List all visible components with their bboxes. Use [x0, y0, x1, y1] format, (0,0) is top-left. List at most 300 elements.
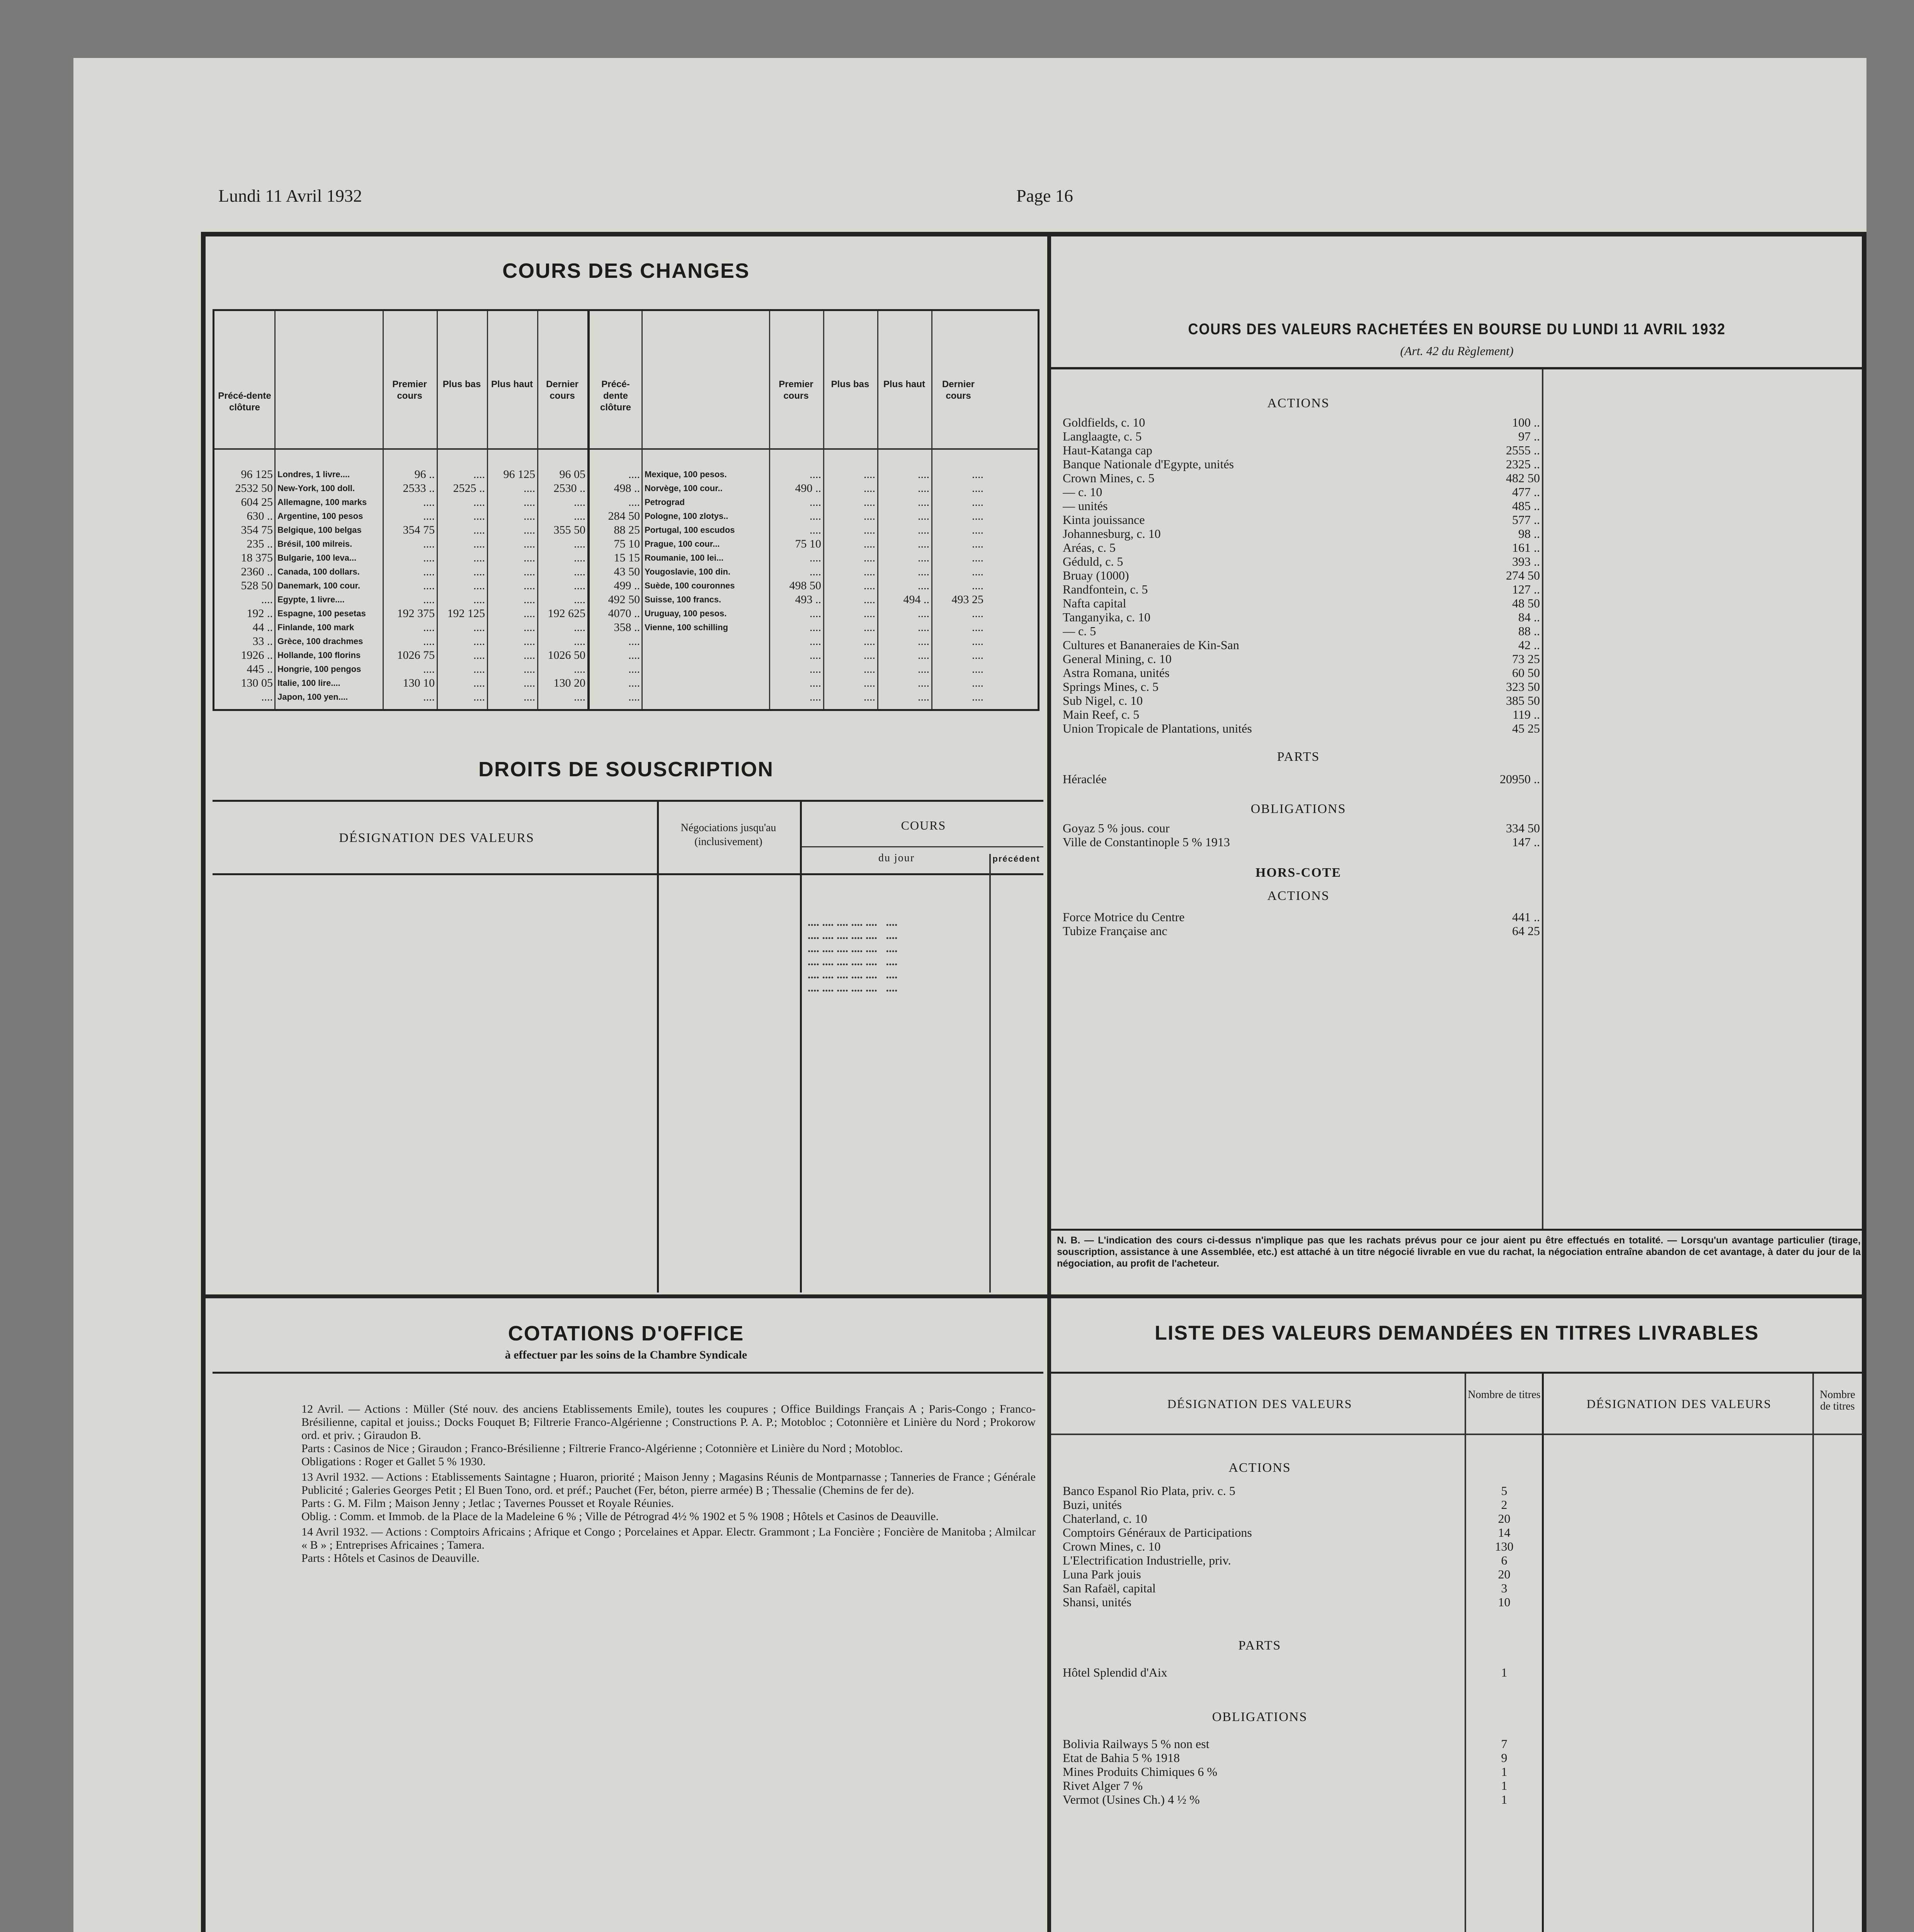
table-cell: .... — [423, 579, 435, 592]
table-cell: Danemark, 100 cour. — [277, 581, 361, 590]
table-cell: .... — [574, 551, 585, 564]
table-cell: .... — [524, 524, 535, 536]
page-number: Page 16 — [1016, 186, 1073, 206]
souscription-col-negociations: Négociations jusqu'au (inclusivement) — [681, 822, 776, 848]
table-cell: 97 .. — [1518, 429, 1540, 443]
table-cell: L'Electrification Industrielle, priv. — [1063, 1553, 1231, 1567]
table-cell: .... — [574, 690, 585, 703]
table-cell: 354 75 — [241, 524, 273, 536]
table-cell: .... — [473, 579, 485, 592]
table-cell: .... — [918, 482, 929, 495]
table-cell: .... — [473, 496, 485, 509]
table-cell: 284 50 — [608, 510, 640, 522]
table-cell: .... — [423, 663, 435, 675]
livrables-parts-label: PARTS — [1238, 1638, 1281, 1653]
table-cell: .... — [864, 593, 875, 606]
table-cell: 9 — [1501, 1751, 1507, 1765]
table-cell: Cultures et Bananeraies de Kin-San — [1063, 638, 1239, 652]
changes-left-names — [277, 468, 382, 704]
rachetees-horscote-label: HORS-COTE — [1255, 866, 1342, 880]
table-cell: 354 75 — [403, 524, 435, 536]
table-cell: .... — [864, 621, 875, 634]
table-cell: 20 — [1498, 1512, 1511, 1526]
table-cell: .... — [524, 551, 535, 564]
table-cell: Comptoirs Généraux de Participations — [1063, 1526, 1252, 1539]
table-cell: — c. 5 — [1063, 624, 1096, 638]
table-cell: .... — [864, 607, 875, 620]
table-cell: 577 .. — [1512, 513, 1540, 527]
rachetees-horscote-names — [1063, 910, 1488, 938]
table-cell: 323 50 — [1506, 680, 1540, 694]
table-cell: Suède, 100 couronnes — [645, 581, 735, 590]
table-cell: 100 .. — [1512, 415, 1540, 429]
livrables-col-nombre: Nombre de titres — [1468, 1389, 1541, 1401]
table-cell: .... — [918, 524, 929, 536]
table-cell: .... — [574, 510, 585, 522]
table-cell: .... — [524, 663, 535, 675]
cotations-para-5: Oblig. : Comm. et Immob. de la Place de la Madeleine 6 % ; Ville de Pétrograd 4½ % 1902 et 5 % 1908 ; Hôtels et Casinos de Deauville. — [301, 1510, 939, 1523]
table-cell: Banque Nationale d'Egypte, unités — [1063, 457, 1234, 471]
table-cell: San Rafaël, capital — [1063, 1581, 1156, 1595]
livrables-col-nombre-2: Nombre de titres — [1820, 1389, 1855, 1412]
table-cell: 48 50 — [1512, 596, 1540, 610]
table-cell: 630 .. — [247, 510, 273, 522]
table-cell: .... — [524, 607, 535, 620]
table-cell: .... — [524, 690, 535, 703]
table-cell: .... — [972, 635, 983, 648]
table-cell: 2532 50 — [235, 482, 273, 495]
table-cell: .... — [918, 496, 929, 509]
table-cell: .... — [972, 537, 983, 550]
table-cell: 192 625 — [548, 607, 585, 620]
table-cell: .... — [972, 468, 983, 481]
table-cell: 604 25 — [241, 496, 273, 509]
livrables-title: LISTE DES VALEURS DEMANDÉES EN TITRES LIVRABLES — [1155, 1322, 1759, 1344]
table-cell: 1 — [1501, 1765, 1507, 1779]
table-cell: 3 — [1501, 1581, 1507, 1595]
table-cell: 492 50 — [608, 593, 640, 606]
table-cell: Nafta capital — [1063, 596, 1126, 610]
table-cell: .... — [810, 565, 821, 578]
table-cell: .... — [972, 565, 983, 578]
table-cell: .... — [524, 510, 535, 522]
table-cell: .... — [864, 468, 875, 481]
table-cell: .... — [574, 565, 585, 578]
table-cell: 1026 50 — [548, 649, 585, 662]
table-cell: Pologne, 100 zlotys.. — [645, 511, 728, 521]
table-cell: Vienne, 100 schilling — [645, 622, 728, 632]
rachetees-horscote-actions-label: ACTIONS — [1267, 889, 1330, 903]
table-cell: 445 .. — [247, 663, 273, 675]
table-cell: .... — [918, 565, 929, 578]
table-cell: .... — [918, 468, 929, 481]
table-cell: .... — [864, 579, 875, 592]
table-cell: 1 — [1501, 1665, 1507, 1679]
table-cell: Finlande, 100 mark — [277, 622, 354, 632]
table-cell: Crown Mines, c. 10 — [1063, 1539, 1161, 1553]
table-cell: .... — [473, 621, 485, 634]
table-cell: — c. 10 — [1063, 485, 1102, 499]
livrables-actions-names — [1063, 1484, 1461, 1609]
table-cell: Vermot (Usines Ch.) 4 ½ % — [1063, 1793, 1200, 1806]
table-cell: .... — [810, 677, 821, 689]
table-cell: 147 .. — [1512, 835, 1540, 849]
table-cell: .... — [524, 496, 535, 509]
table-cell: 192 .. — [247, 607, 273, 620]
table-cell: Tanganyika, c. 10 — [1063, 610, 1151, 624]
table-cell: Yougoslavie, 100 din. — [645, 567, 731, 577]
table-cell: 498 .. — [614, 482, 640, 495]
table-cell: Astra Romana, unités — [1063, 666, 1170, 680]
table-cell: 161 .. — [1512, 541, 1540, 554]
table-cell: .... — [423, 565, 435, 578]
table-cell: 33 .. — [252, 635, 273, 648]
table-cell — [645, 634, 768, 648]
table-cell: 274 50 — [1506, 568, 1540, 582]
rachetees-obligations-label: OBLIGATIONS — [1250, 802, 1346, 816]
table-cell: 490 .. — [795, 482, 821, 495]
rachetees-actions-label: ACTIONS — [1267, 396, 1330, 410]
table-cell: Mines Produits Chimiques 6 % — [1063, 1765, 1218, 1779]
table-cell: 88 .. — [1518, 624, 1540, 638]
table-cell: .... — [810, 663, 821, 675]
table-cell: 494 .. — [903, 593, 929, 606]
table-cell: 18 375 — [241, 551, 273, 564]
table-cell: .... — [473, 677, 485, 689]
table-cell: 119 .. — [1512, 707, 1540, 721]
table-cell: .... — [628, 677, 640, 689]
divider-upper-horizontal — [203, 1294, 1864, 1298]
table-cell: Springs Mines, c. 5 — [1063, 680, 1159, 694]
newspaper-page — [73, 58, 1866, 1932]
table-cell: .... — [918, 677, 929, 689]
table-cell: 498 50 — [789, 579, 821, 592]
table-cell: .... — [864, 677, 875, 689]
table-cell: .... — [524, 482, 535, 495]
table-cell: 130 05 — [241, 677, 273, 689]
table-cell: 4070 .. — [608, 607, 640, 620]
table-cell: 1 — [1501, 1779, 1507, 1793]
table-cell: 2 — [1501, 1498, 1507, 1512]
table-cell: 15 15 — [614, 551, 640, 564]
livrables-parts-names — [1063, 1665, 1461, 1679]
table-cell: .... — [473, 468, 485, 481]
table-cell: 2325 .. — [1506, 457, 1540, 471]
table-cell: General Mining, c. 10 — [1063, 652, 1172, 666]
livrables-parts-counts — [1467, 1665, 1542, 1679]
table-cell: 441 .. — [1512, 910, 1540, 924]
table-cell: .... — [972, 482, 983, 495]
table-cell: .... — [864, 482, 875, 495]
changes-right-low — [825, 468, 875, 704]
changes-left-high — [489, 468, 535, 704]
table-cell: .... — [628, 649, 640, 662]
table-cell: 499 .. — [614, 579, 640, 592]
table-cell: .... — [473, 524, 485, 536]
rachetees-parts-names — [1063, 772, 1488, 786]
table-cell: .... — [810, 524, 821, 536]
souscription-col-cours: COURS — [901, 818, 946, 832]
souscription-title: DROITS DE SOUSCRIPTION — [478, 758, 774, 781]
table-cell: .... — [918, 690, 929, 703]
table-cell: .... — [473, 635, 485, 648]
table-cell: .... — [423, 593, 435, 606]
rachetees-parts-values — [1465, 772, 1540, 786]
changes-col-prev: Précé-dente clôture — [218, 391, 271, 413]
table-cell: .... — [972, 496, 983, 509]
table-cell: 130 10 — [403, 677, 435, 689]
table-cell: 358 .. — [614, 621, 640, 634]
table-cell: 235 .. — [247, 537, 273, 550]
table-cell: .... — [261, 593, 273, 606]
table-cell: .... — [918, 663, 929, 675]
table-cell: Chaterland, c. 10 — [1063, 1512, 1147, 1526]
table-cell: Etat de Bahia 5 % 1918 — [1063, 1751, 1180, 1765]
table-cell: .... — [972, 690, 983, 703]
table-cell: .... — [972, 677, 983, 689]
table-cell: Prague, 100 cour... — [645, 539, 720, 549]
changes-col-prev-2: Précé-dente clôture — [600, 379, 631, 413]
table-cell: Petrograd — [645, 497, 685, 507]
table-cell — [645, 690, 768, 704]
table-cell: .... — [574, 537, 585, 550]
cotations-para-6: 14 Avril 1932. — Actions : Comptoirs Africains ; Afrique et Congo ; Porcelaines et Appar. Electr. Grammont ; La Foncière ; Foncière de Manitoba ; Almilcar « B » ; Entreprises Africaines ; Tamera. — [301, 1526, 1036, 1551]
rachetees-actions-values — [1480, 415, 1540, 735]
table-cell: Randfontein, c. 5 — [1063, 582, 1148, 596]
table-cell: Japon, 100 yen.... — [277, 692, 348, 702]
cotations-para-2: Obligations : Roger et Gallet 5 % 1930. — [301, 1455, 486, 1468]
table-cell: Espagne, 100 pesetas — [277, 609, 366, 618]
table-cell: Goldfields, c. 10 — [1063, 415, 1145, 429]
cotations-para-1: Parts : Casinos de Nice ; Giraudon ; Franco-Brésilienne ; Filtrerie Franco-Algérienne ; Cotonnière et Linière du Nord ; Motobloc. — [301, 1442, 903, 1455]
table-cell: Allemagne, 100 marks — [277, 497, 367, 507]
table-cell: Main Reef, c. 5 — [1063, 707, 1140, 721]
table-cell: .... — [473, 690, 485, 703]
table-cell: .... — [810, 468, 821, 481]
table-cell: .... — [628, 468, 640, 481]
cotations-text — [301, 1403, 1036, 1565]
table-cell: 60 50 — [1512, 666, 1540, 680]
table-cell: 385 50 — [1506, 694, 1540, 707]
rachetees-horscote-values — [1480, 910, 1540, 938]
table-cell: Grèce, 100 drachmes — [277, 636, 363, 646]
changes-left-first — [385, 468, 435, 704]
table-cell: .... — [423, 690, 435, 703]
table-cell: .... — [574, 635, 585, 648]
table-cell: .... — [918, 510, 929, 522]
table-cell: 88 25 — [614, 524, 640, 536]
rachetees-actions-names — [1063, 415, 1488, 735]
table-cell: Aréas, c. 5 — [1063, 541, 1116, 554]
table-cell: .... — [473, 663, 485, 675]
cotations-para-4: Parts : G. M. Film ; Maison Jenny ; Jetlac ; Tavernes Pousset et Royale Réunies. — [301, 1497, 674, 1510]
table-cell: .... — [810, 621, 821, 634]
changes-col-last: Dernier cours — [546, 379, 579, 401]
table-cell: Rivet Alger 7 % — [1063, 1779, 1143, 1793]
table-cell: Kinta jouissance — [1063, 513, 1145, 527]
table-cell: .... — [628, 496, 640, 509]
changes-right-high — [879, 468, 929, 704]
table-cell: .... — [972, 621, 983, 634]
rachetees-subtitle: (Art. 42 du Règlement) — [1400, 344, 1514, 358]
table-cell: .... — [810, 551, 821, 564]
table-cell: Belgique, 100 belgas — [277, 525, 362, 535]
table-cell: Mexique, 100 pesos. — [645, 469, 727, 479]
table-cell: .... — [864, 510, 875, 522]
table-cell: .... — [918, 649, 929, 662]
livrables-actions-counts — [1467, 1484, 1542, 1609]
table-cell: .... — [810, 510, 821, 522]
table-cell: .... — [473, 565, 485, 578]
table-cell: Uruguay, 100 pesos. — [645, 609, 727, 618]
livrables-col-designation-2: DÉSIGNATION DES VALEURS — [1586, 1397, 1772, 1411]
table-cell: 485 .. — [1512, 499, 1540, 513]
changes-col-last-2: Dernier cours — [942, 379, 975, 401]
table-cell: .... — [918, 579, 929, 592]
table-cell: Luna Park jouis — [1063, 1567, 1141, 1581]
changes-left-prev — [216, 468, 273, 704]
table-cell: .... — [864, 565, 875, 578]
table-cell: Suisse, 100 francs. — [645, 595, 721, 604]
table-cell: .... — [972, 607, 983, 620]
table-cell: — unités — [1063, 499, 1108, 513]
table-cell: .... — [423, 510, 435, 522]
table-cell: .... — [972, 524, 983, 536]
table-cell: 393 .. — [1512, 554, 1540, 568]
table-cell: 355 50 — [553, 524, 585, 536]
table-cell: 75 10 — [795, 537, 821, 550]
table-cell: .... — [918, 551, 929, 564]
table-cell: Canada, 100 dollars. — [277, 567, 360, 577]
changes-right-first — [771, 468, 821, 704]
table-cell: 10 — [1498, 1595, 1511, 1609]
table-cell: 127 .. — [1512, 582, 1540, 596]
table-cell: 96 05 — [559, 468, 585, 481]
table-cell: 14 — [1498, 1526, 1511, 1539]
souscription-col-jour: du jour — [878, 852, 915, 864]
table-cell: 73 25 — [1512, 652, 1540, 666]
table-cell: .... — [524, 593, 535, 606]
table-cell: 75 10 — [614, 537, 640, 550]
table-cell — [645, 662, 768, 676]
table-cell: Hôtel Splendid d'Aix — [1063, 1665, 1167, 1679]
table-cell: Géduld, c. 5 — [1063, 554, 1123, 568]
table-cell: Crown Mines, c. 5 — [1063, 471, 1155, 485]
table-cell: .... — [918, 537, 929, 550]
table-cell: 493 25 — [951, 593, 983, 606]
divider-top-vertical — [1047, 234, 1051, 1932]
table-cell: Johannesburg, c. 10 — [1063, 527, 1161, 541]
table-cell: .... — [864, 551, 875, 564]
table-cell: 2360 .. — [241, 565, 273, 578]
changes-col-low: Plus bas — [442, 379, 481, 389]
table-cell: Union Tropicale de Plantations, unités — [1063, 721, 1252, 735]
table-cell: .... — [864, 649, 875, 662]
table-cell: .... — [261, 690, 273, 703]
table-cell: .... — [972, 663, 983, 675]
table-cell: .... — [574, 621, 585, 634]
table-cell: .... — [810, 496, 821, 509]
table-cell: Tubize Française anc — [1063, 924, 1167, 938]
table-cell: 84 .. — [1518, 610, 1540, 624]
table-cell: Argentine, 100 pesos — [277, 511, 363, 521]
table-cell: 192 125 — [447, 607, 485, 620]
changes-right-names — [645, 468, 768, 704]
table-cell: 20950 .. — [1500, 772, 1540, 786]
table-cell: 96 .. — [414, 468, 435, 481]
table-cell: .... — [423, 621, 435, 634]
table-cell: .... — [972, 510, 983, 522]
table-cell: .... — [423, 537, 435, 550]
table-cell: .... — [473, 593, 485, 606]
table-cell: .... — [423, 635, 435, 648]
table-cell: .... — [918, 621, 929, 634]
table-cell: New-York, 100 doll. — [277, 483, 355, 493]
changes-left-last — [539, 468, 585, 704]
changes-col-low-2: Plus bas — [831, 379, 869, 389]
livrables-actions-label: ACTIONS — [1228, 1461, 1291, 1475]
rachetees-obligations-values — [1480, 821, 1540, 849]
table-cell: .... — [574, 593, 585, 606]
table-cell: Force Motrice du Centre — [1063, 910, 1185, 924]
livrables-obligations-label: OBLIGATIONS — [1212, 1710, 1308, 1724]
table-cell: Brésil, 100 milreis. — [277, 539, 352, 549]
table-cell: 477 .. — [1512, 485, 1540, 499]
table-cell: .... — [524, 537, 535, 550]
table-cell: .... — [628, 635, 640, 648]
table-cell: 45 25 — [1512, 721, 1540, 735]
table-cell: Héraclée — [1063, 772, 1107, 786]
table-cell: 2555 .. — [1506, 443, 1540, 457]
table-cell: .... — [972, 649, 983, 662]
changes-col-high: Plus haut — [491, 379, 533, 389]
table-cell: .... — [524, 579, 535, 592]
rachetees-title: COURS DES VALEURS RACHETÉES EN BOURSE DU LUNDI 11 AVRIL 1932 — [1188, 321, 1726, 338]
table-cell: .... — [810, 635, 821, 648]
rachetees-note: N. B. — L'indication des cours ci-dessus n'implique pas que les rachats prévus pour ce jour aient pu être effectués en totalité. — Lorsqu'un avantage particulier (tirage, souscription, assistance à une Assemblée, etc.) est attaché à un titre négocié livrable en vue du rachat, la négociation entraîne abandon de cet avantage, à dater du jour de la négociation, au profit de l'acheteur. — [1057, 1235, 1861, 1269]
table-cell: 2525 .. — [453, 482, 485, 495]
table-cell: Sub Nigel, c. 10 — [1063, 694, 1143, 707]
table-cell — [645, 648, 768, 662]
table-cell: 96 125 — [241, 468, 273, 481]
cotations-para-7: Parts : Hôtels et Casinos de Deauville. — [301, 1552, 480, 1565]
table-cell: Bruay (1000) — [1063, 568, 1129, 582]
table-cell: .... — [524, 635, 535, 648]
table-cell: .... — [864, 537, 875, 550]
table-cell: 43 50 — [614, 565, 640, 578]
table-cell: Egypte, 1 livre.... — [277, 595, 345, 604]
table-cell: 2533 .. — [403, 482, 435, 495]
livrables-obligations-counts — [1467, 1737, 1542, 1806]
changes-col-first: Premier cours — [392, 379, 427, 401]
table-cell: .... — [864, 496, 875, 509]
table-cell: .... — [524, 621, 535, 634]
table-cell: 1926 .. — [241, 649, 273, 662]
souscription-col-precedent: précédent — [992, 854, 1040, 864]
rachetees-parts-label: PARTS — [1277, 750, 1320, 764]
table-cell: Hollande, 100 florins — [277, 650, 361, 660]
table-cell: 493 .. — [795, 593, 821, 606]
table-cell: .... — [918, 635, 929, 648]
table-cell: Buzi, unités — [1063, 1498, 1122, 1512]
table-cell: .... — [473, 551, 485, 564]
table-cell: .... — [524, 677, 535, 689]
table-cell: .... — [574, 496, 585, 509]
table-cell: .... — [524, 649, 535, 662]
table-cell: 130 20 — [553, 677, 585, 689]
table-cell: .... — [864, 524, 875, 536]
table-cell: Haut-Katanga cap — [1063, 443, 1152, 457]
